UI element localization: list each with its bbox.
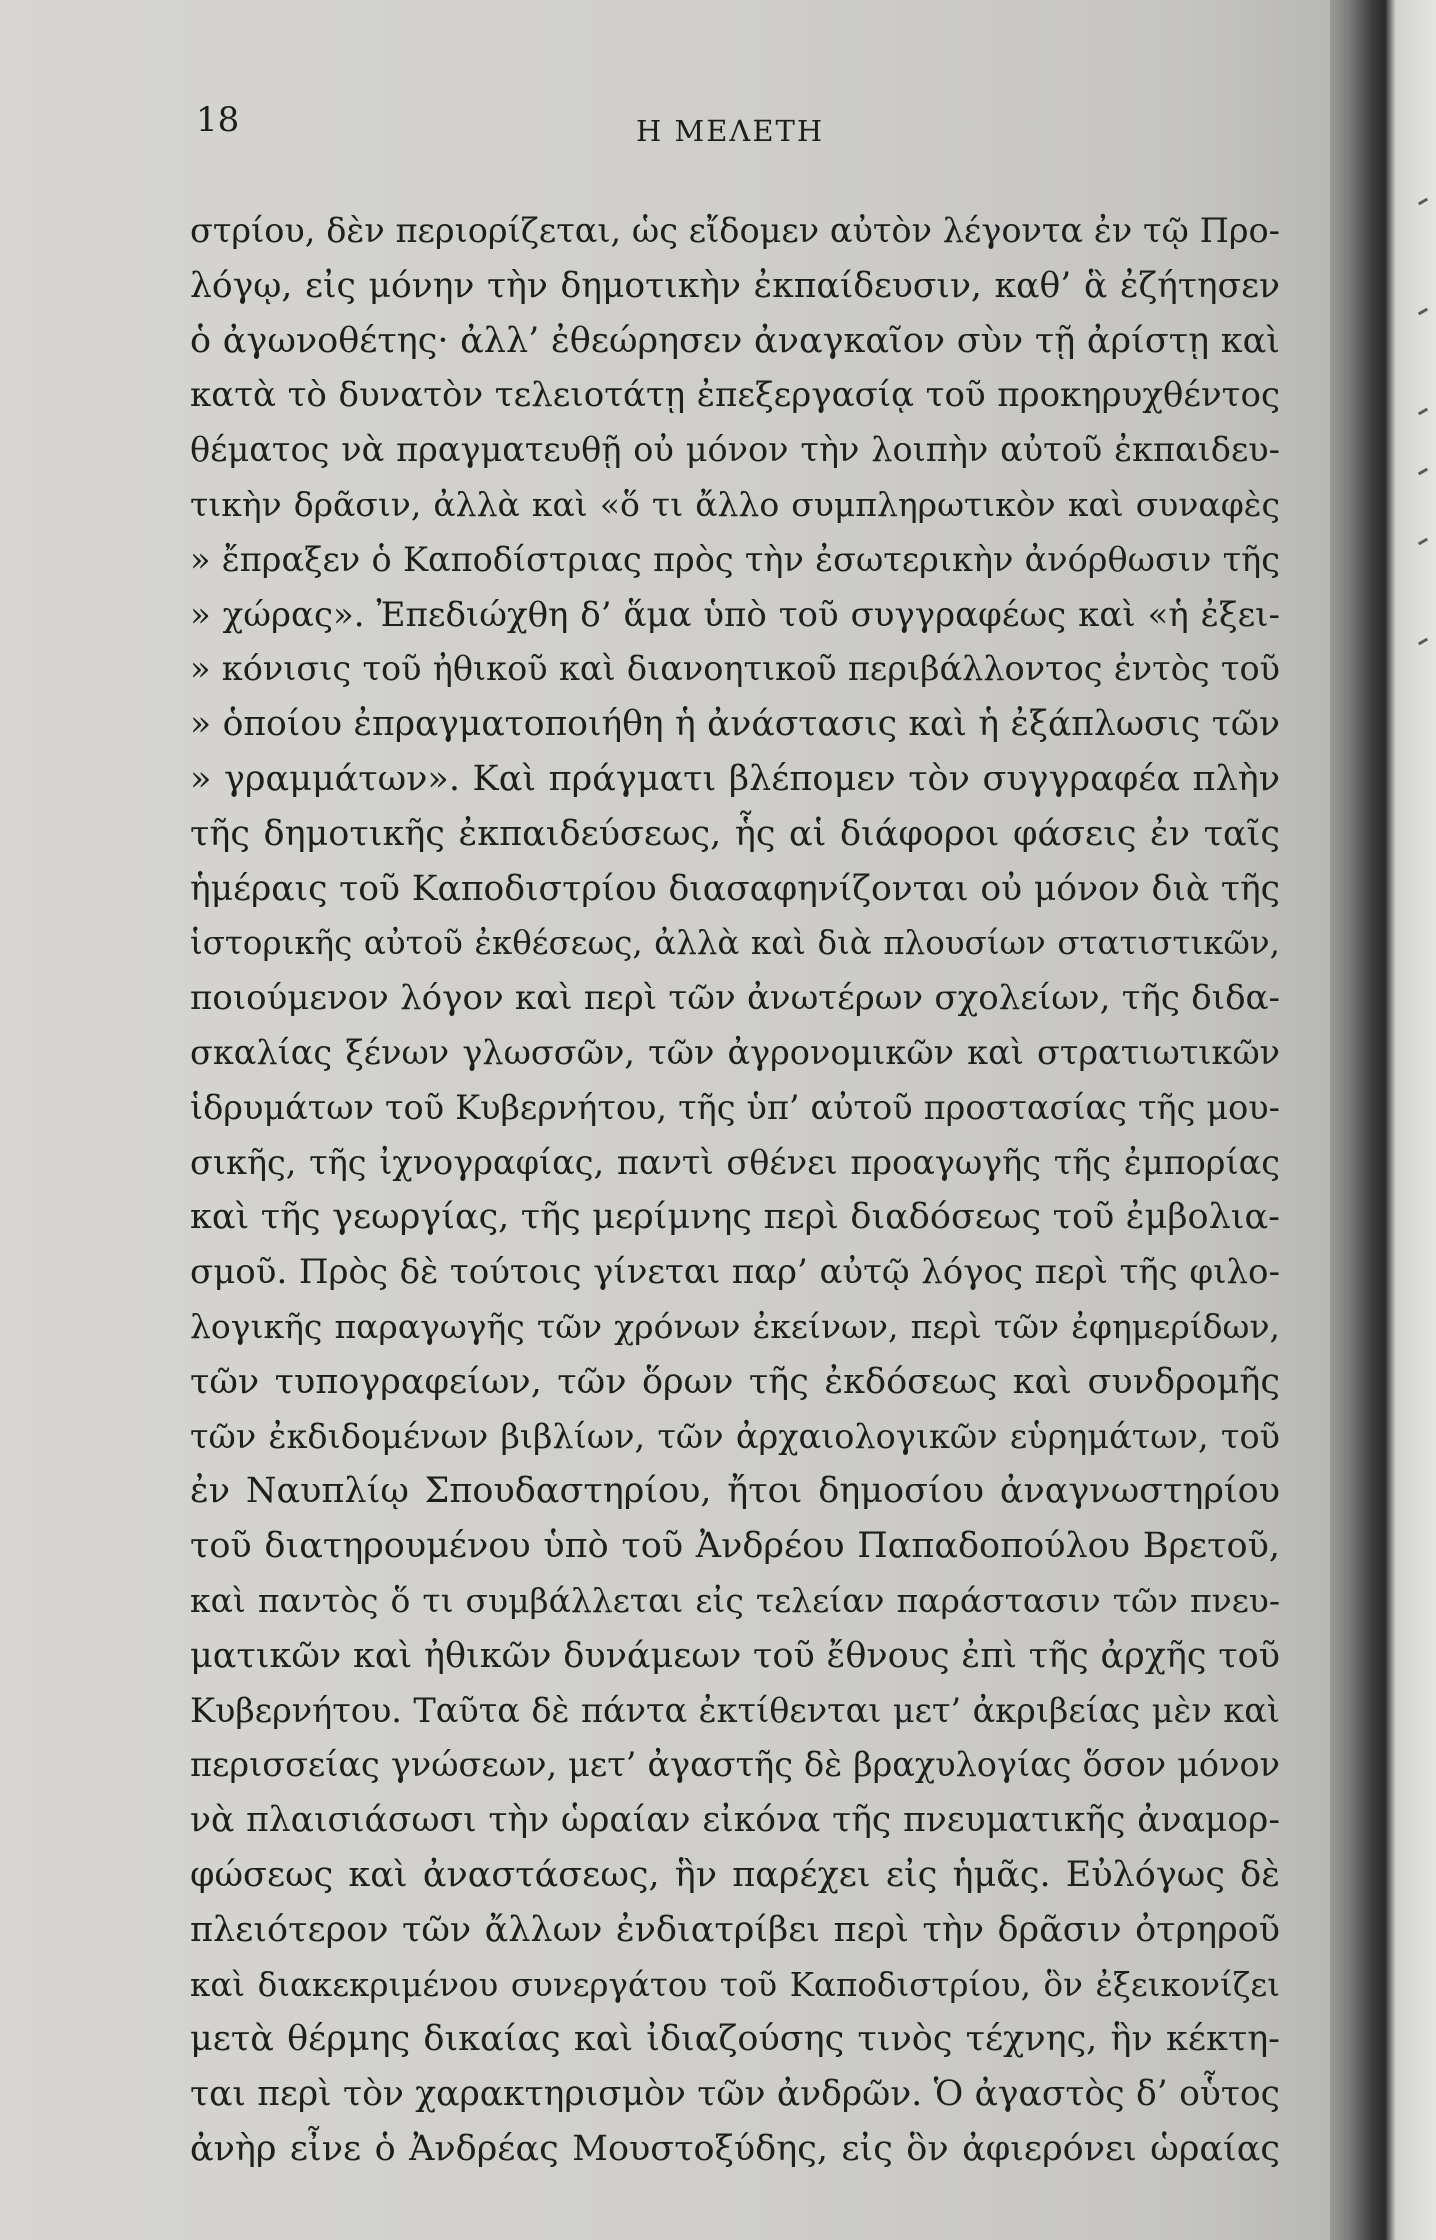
edge-mark <box>1418 308 1428 316</box>
text-line: σκαλίας ξένων γλωσσῶν, τῶν ἀγρονομικῶν καὶ στρατιωτικῶν <box>190 1032 1280 1072</box>
text-line: καὶ παντὸς ὅ τι συμβάλλεται εἰς τελείαν παράστασιν τῶν πνευ- <box>190 1580 1280 1620</box>
text-line: » κόνισις τοῦ ἠθικοῦ καὶ διανοητικοῦ περιβάλλοντος ἐντὸς τοῦ <box>190 649 1280 689</box>
text-line: λογικῆς παραγωγῆς τῶν χρόνων ἐκείνων, περὶ τῶν ἐφημερίδων, <box>190 1306 1280 1346</box>
text-line: τοῦ διατηρουμένου ὑπὸ τοῦ Ἀνδρέου Παπαδοπούλου Βρετοῦ, <box>190 1526 1280 1567</box>
text-line: περισσείας γνώσεων, μετ’ ἀγαστῆς δὲ βραχυλογίας ὅσον μόνον <box>190 1745 1280 1785</box>
text-line: » ὁποίου ἐπραγματοποιήθη ἡ ἀνάστασις καὶ ἡ ἐξάπλωσις τῶν <box>190 704 1280 745</box>
text-line: » ἔπραξεν ὁ Καποδίστριας πρὸς τὴν ἐσωτερικὴν ἀνόρθωσιν τῆς <box>190 539 1280 579</box>
text-line: τῶν τυπογραφείων, τῶν ὅρων τῆς ἐκδόσεως καὶ συνδρομῆς <box>190 1361 1280 1402</box>
text-line: φώσεως καὶ ἀναστάσεως, ἣν παρέχει εἰς ἡμᾶς. Εὐλόγως δὲ <box>190 1854 1280 1895</box>
text-line: ἡμέραις τοῦ Καποδιστρίου διασαφηνίζονται οὐ μόνον διὰ τῆς <box>190 868 1280 909</box>
facing-page-edge <box>1418 180 1436 1980</box>
text-line: μετὰ θέρμης δικαίας καὶ ἰδιαζούσης τινὸς τέχνης, ἣν κέκτη- <box>190 2019 1280 2060</box>
text-line: ται περὶ τὸν χαρακτηρισμὸν τῶν ἀνδρῶν. Ὁ ἀγαστὸς δ’ οὗτος <box>190 2074 1280 2115</box>
text-line: ματικῶν καὶ ἠθικῶν δυνάμεων τοῦ ἔθνους ἐπὶ τῆς ἀρχῆς τοῦ <box>190 1635 1280 1676</box>
text-line: κατὰ τὸ δυνατὸν τελειοτάτῃ ἐπεξεργασίᾳ τοῦ προκηρυχθέντος <box>190 375 1280 416</box>
text-line: » γραμμάτων». Καὶ πράγματι βλέπομεν τὸν συγγραφέα πλὴν <box>190 758 1280 799</box>
page-number: 18 <box>196 100 240 140</box>
text-line: καὶ διακεκριμένου συνεργάτου τοῦ Καποδιστρίου, ὃν ἐξεικονίζει <box>190 1965 1280 2004</box>
text-line: Κυβερνήτου. Ταῦτα δὲ πάντα ἐκτίθενται μετ’ ἀκριβείας μὲν καὶ <box>190 1690 1280 1730</box>
text-line: ἐν Ναυπλίῳ Σπουδαστηρίου, ἤτοι δημοσίου ἀναγνωστηρίου <box>190 1471 1280 1512</box>
text-line: τικὴν δρᾶσιν, ἀλλὰ καὶ «ὅ τι ἄλλο συμπληρωτικὸν καὶ συναφὲς <box>190 484 1280 524</box>
text-line: » χώρας». Ἐπεδιώχθη δ’ ἅμα ὑπὸ τοῦ συγγραφέως καὶ «ἡ ἐξει- <box>190 594 1280 635</box>
edge-mark <box>1418 408 1428 416</box>
text-line: τῶν ἐκδιδομένων βιβλίων, τῶν ἀρχαιολογικῶν εὑρημάτων, τοῦ <box>190 1416 1280 1456</box>
text-line: σικῆς, τῆς ἰχνογραφίας, παντὶ σθένει προαγωγῆς τῆς ἐμπορίας <box>190 1142 1280 1182</box>
text-line: σμοῦ. Πρὸς δὲ τούτοις γίνεται παρ’ αὐτῷ λόγος περὶ τῆς φιλο- <box>190 1252 1280 1293</box>
text-line: καὶ τῆς γεωργίας, τῆς μερίμνης περὶ διαδόσεως τοῦ ἐμβολια- <box>190 1197 1280 1238</box>
text-line: θέματος νὰ πραγματευθῇ οὐ μόνον τὴν λοιπὴν αὐτοῦ ἐκπαιδευ- <box>190 430 1280 470</box>
text-line: ἀνὴρ εἶνε ὁ Ἀνδρέας Μουστοξύδης, εἰς ὃν ἀφιερόνει ὡραίας <box>190 2128 1280 2169</box>
text-line: ποιούμενον λόγον καὶ περὶ τῶν ἀνωτέρων σχολείων, τῆς διδα- <box>190 978 1280 1019</box>
page-header <box>196 100 1276 150</box>
edge-mark <box>1418 468 1428 476</box>
text-line: τῆς δημοτικῆς ἐκπαιδεύσεως, ἧς αἱ διάφοροι φάσεις ἐν ταῖς <box>190 813 1280 854</box>
text-line: λόγῳ, εἰς μόνην τὴν δημοτικὴν ἐκπαίδευσιν, καθ’ ἃ ἐζήτησεν <box>190 265 1280 306</box>
edge-mark <box>1418 198 1428 206</box>
body-text <box>190 204 1280 2177</box>
text-line: πλειότερον τῶν ἄλλων ἐνδιατρίβει περὶ τὴν δρᾶσιν ὀτρηροῦ <box>190 1909 1280 1950</box>
text-line: στρίου, δὲν περιορίζεται, ὡς εἴδομεν αὐτὸν λέγοντα ἐν τῷ Προ- <box>190 211 1280 250</box>
edge-mark <box>1418 638 1428 646</box>
edge-mark <box>1418 538 1428 546</box>
running-head: Η ΜΕΛΕΤΗ <box>636 114 825 148</box>
text-line: ὁ ἀγωνοθέτης· ἀλλ’ ἐθεώρησεν ἀναγκαῖον σὺν τῇ ἀρίστῃ καὶ <box>190 320 1280 361</box>
text-line: νὰ πλαισιάσωσι τὴν ὡραίαν εἰκόνα τῆς πνευματικῆς ἀναμορ- <box>190 1800 1280 1841</box>
text-line: ἱστορικῆς αὐτοῦ ἐκθέσεως, ἀλλὰ καὶ διὰ πλουσίων στατιστικῶν, <box>190 924 1280 963</box>
text-line: ἱδρυμάτων τοῦ Κυβερνήτου, τῆς ὑπ’ αὐτοῦ προστασίας τῆς μου- <box>190 1087 1280 1127</box>
